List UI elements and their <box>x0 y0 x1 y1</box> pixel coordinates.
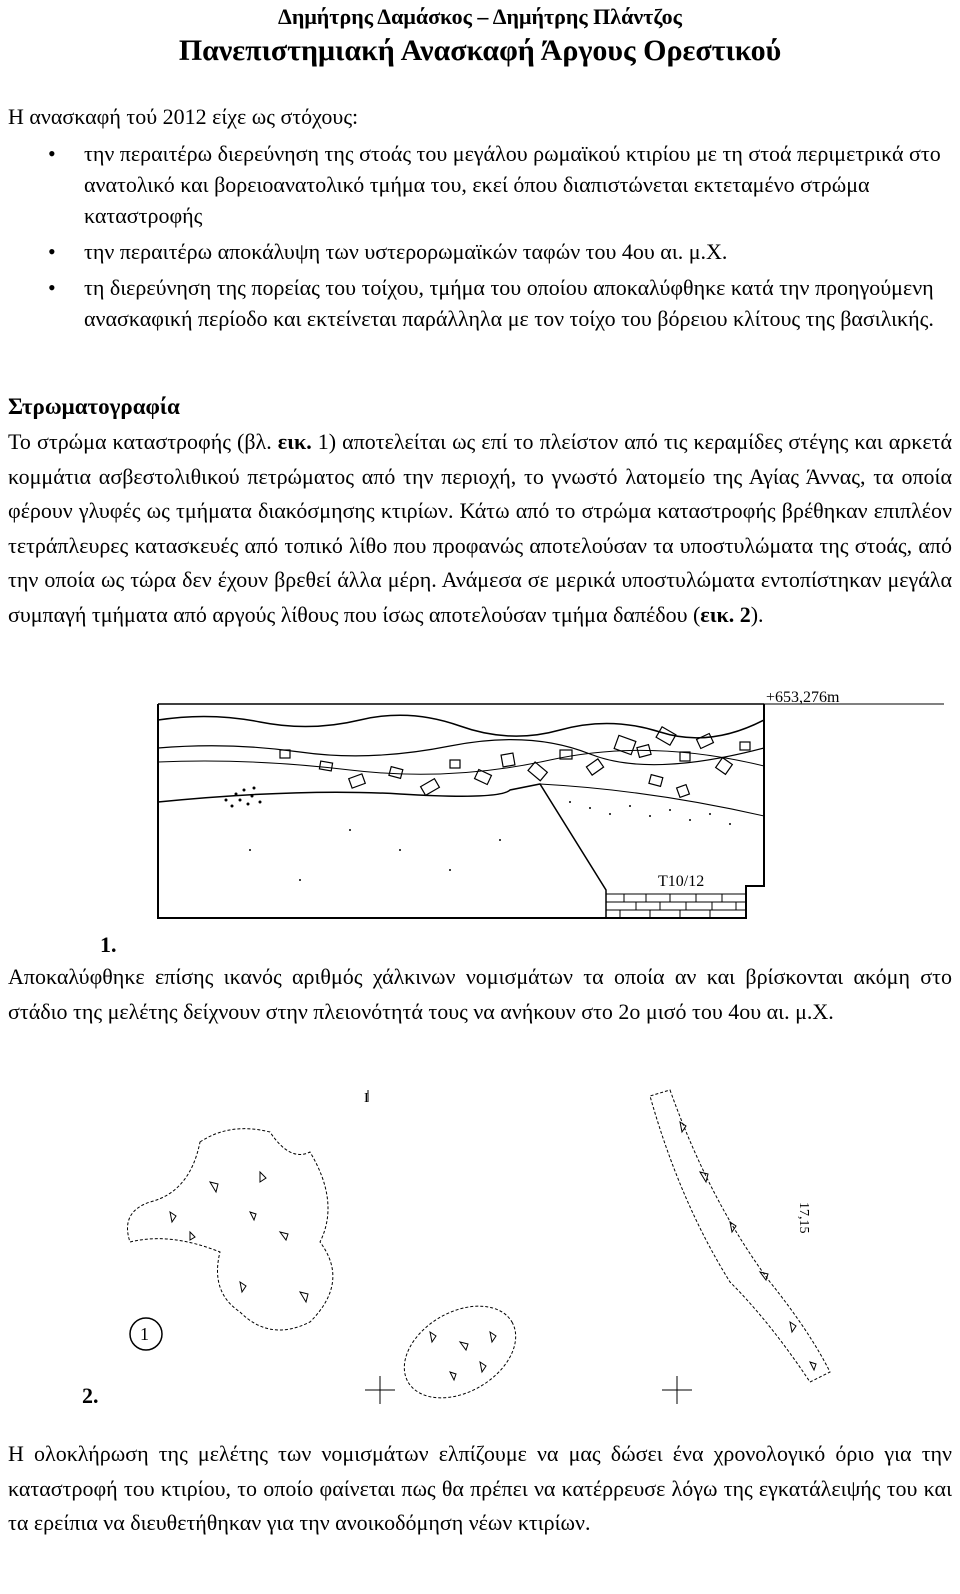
paragraph-text: Το στρώμα καταστροφής (βλ. <box>8 429 278 454</box>
paragraph-stratigraphy <box>8 425 952 632</box>
figure-caption: 2. <box>82 1383 99 1408</box>
list-item: • τη διερεύνηση της πορείας του τοίχου, τμήμα του οποίου αποκαλύφθηκε κατά την προηγούμενη ανασκαφική περίοδο και εκτείνεται παράλληλα με τον τοίχο του βόρειου κλίτους της βασιλικής. <box>84 272 954 334</box>
authors-heading: Δημήτρης Δαμάσκος – Δημήτρης Πλάντζος <box>278 4 682 29</box>
plan-drawing <box>110 1082 870 1412</box>
goals-list <box>84 138 954 339</box>
figure-caption: 1. <box>100 932 117 957</box>
paragraph-coins: Αποκαλύφθηκε επίσης ικανός αριθμός χάλκινων νομισμάτων τα οποία αν και βρίσκονται ακόμη στο στάδιο της μελέτης δείχνουν στην πλειονότητά τους να ανήκουν στο 2ο μισό του 4ου αι. μ.Χ. <box>8 964 952 1024</box>
stake-label: 17,15 <box>796 1202 811 1234</box>
figure-reference: εικ. 2 <box>700 601 751 627</box>
section-drawing-figure <box>150 690 950 930</box>
section-drawing <box>150 690 950 930</box>
circle-label: 1 <box>140 1324 149 1344</box>
paragraph-text: ). <box>750 601 764 627</box>
intro-text: Η ανασκαφή τού 2012 είχε ως στόχους: <box>8 104 359 129</box>
tomb-label: T10/12 <box>658 873 705 890</box>
plan-drawing-figure <box>110 1082 870 1412</box>
list-item: • την περαιτέρω διερεύνηση της στοάς του μεγάλου ρωμαϊκού κτιρίου με τη στοά περιμετρικά στο ανατολικό και βορειοανατολικό τμήμα του, εκεί όπου διαπιστώνεται εκτεταμένο στρώμα καταστροφής <box>84 138 954 231</box>
section-heading: Στρωματογραφία <box>8 394 180 419</box>
paragraph-conclusion: Η ολοκλήρωση της μελέτης των νομισμάτων ελπίζουμε να μας δώσει ένα χρονολογικό όριο για την καταστροφή του κτιρίου, το οποίο φαίνεται πως θα πρέπει να κατέρρευσε λόγω της εγκατάλειψής του και τα ερείπια να διευθετήθηκαν για την ανοικοδόμηση νέων κτιρίων. <box>8 1441 952 1535</box>
elevation-label: +653,276m <box>766 690 840 706</box>
page-title: Πανεπιστημιακή Ανασκαφή Άργους Ορεστικού <box>178 34 782 67</box>
paragraph-text: 1) αποτελείται ως επί το πλείστον από τις κεραμίδες στέγης και αρκετά κομμάτια ασβεστολιθικού πετρώματος από την περιοχή, το γνωστό λατομείο της Αγίας Άννας, τα οποία φέρουν γλυφές ως τμήματα διακόσμησης κτιρίων. Κάτω από το στρώμα καταστροφής βρέθηκαν επιπλέον τετράπλευρες κατασκευές από τοπικό λίθο που προφανώς αποτελούσαν τα υποστυλώματα της στοάς, από την οποία ως τώρα δεν έχουν βρεθεί άλλα μέρη. Ανάμεσα σε μερικά υποστυλώματα εντοπίστηκαν μεγάλα συμπαγή τμήματα από αργούς λίθους που ίσως αποτελούσαν τμήμα δαπέδου ( <box>8 429 952 627</box>
top-mark: I <box>364 1091 369 1106</box>
list-item: • την περαιτέρω αποκάλυψη των υστερορωμαϊκών ταφών του 4ου αι. μ.Χ. <box>84 236 954 267</box>
figure-reference: εικ. <box>277 429 312 454</box>
